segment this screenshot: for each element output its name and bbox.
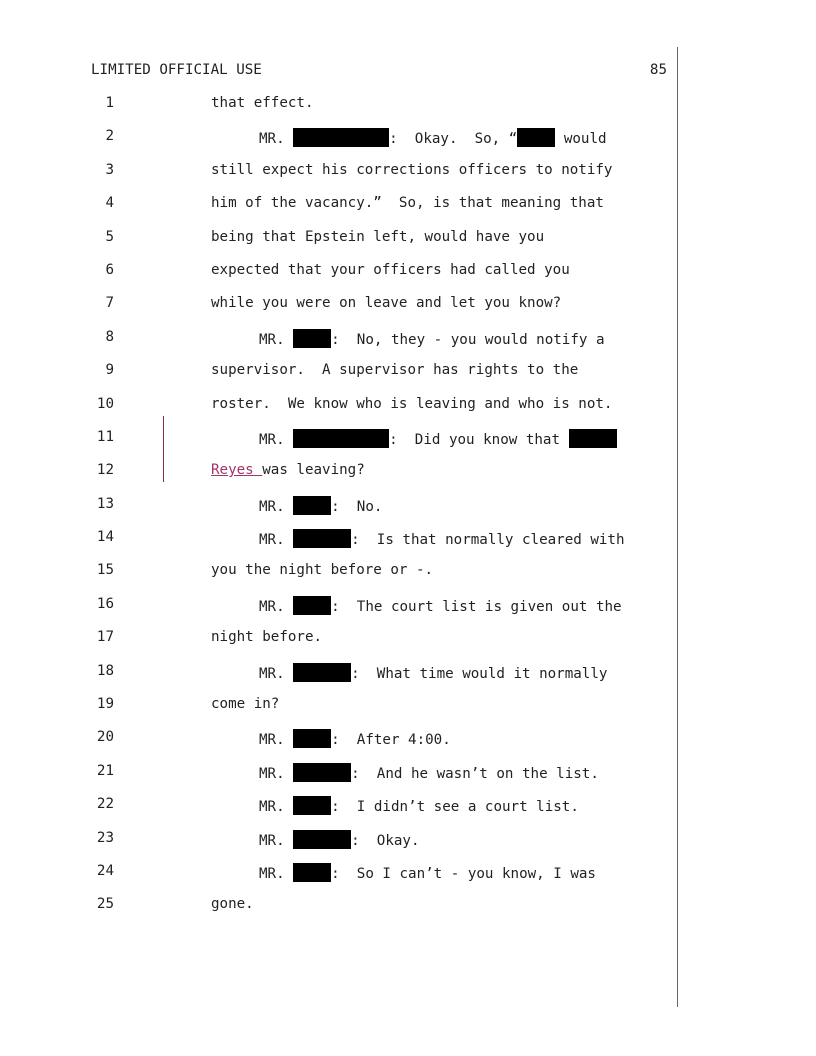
line-text: while you were on leave and let you know? <box>211 295 562 312</box>
line-number: 9 <box>105 362 114 379</box>
line-number: 22 <box>96 796 114 813</box>
line-text: expected that your officers had called you <box>211 261 570 278</box>
speaker-prefix: MR. <box>259 131 294 148</box>
line-number: 5 <box>105 228 114 245</box>
transcript-line <box>0 295 680 328</box>
speech-text: was leaving? <box>262 462 365 479</box>
line-text: supervisor. A supervisor has rights to the <box>211 362 579 379</box>
line-number: 18 <box>96 662 114 679</box>
line-number: 16 <box>96 595 114 612</box>
speaker-prefix: MR. <box>259 832 294 849</box>
line-text: being that Epstein left, would have you <box>211 228 545 245</box>
speaker-prefix: MR. <box>259 765 294 782</box>
speaker-prefix: MR. <box>259 331 294 348</box>
speaker-line <box>259 596 622 616</box>
redaction-block <box>293 429 389 448</box>
transcript-line <box>0 329 680 362</box>
speaker-line <box>259 796 579 816</box>
transcript-line <box>0 863 680 896</box>
speech-text: would <box>555 131 607 148</box>
redaction-block <box>293 763 351 782</box>
transcript-line <box>0 128 680 161</box>
transcript-line <box>0 462 680 495</box>
line-number: 2 <box>105 128 114 145</box>
speaker-line <box>259 128 607 148</box>
redaction-block <box>293 329 331 348</box>
line-number: 7 <box>105 295 114 312</box>
speech-text: : Okay. So, “ <box>389 131 518 148</box>
line-number: 11 <box>96 428 114 445</box>
line-number: 21 <box>96 762 114 779</box>
redaction-block <box>293 128 389 147</box>
transcript-line <box>0 596 680 629</box>
line-text: him of the vacancy.” So, is that meaning that <box>211 195 604 212</box>
transcript-line <box>0 362 680 395</box>
speaker-prefix: MR. <box>259 665 294 682</box>
transcript-line <box>0 562 680 595</box>
speaker-line <box>259 329 605 349</box>
line-text: night before. <box>211 629 323 646</box>
redaction-block <box>293 830 351 849</box>
classification-header: LIMITED OFFICIAL USE <box>91 62 262 78</box>
speaker-prefix: MR. <box>259 799 294 816</box>
speech-text: : After 4:00. <box>331 732 451 749</box>
speech-text: : Okay. <box>351 832 420 849</box>
line-text: you the night before or -. <box>211 562 434 579</box>
transcript-line <box>0 429 680 462</box>
redaction-block <box>517 128 555 147</box>
redaction-block <box>293 863 331 882</box>
line-number: 6 <box>105 261 114 278</box>
transcript-line <box>0 830 680 863</box>
transcript-line <box>0 763 680 796</box>
line-number: 14 <box>96 529 114 546</box>
line-number: 20 <box>96 729 114 746</box>
speech-text: : Did you know that <box>389 431 569 448</box>
line-text: that effect. <box>211 95 314 111</box>
transcript-line <box>0 663 680 696</box>
redaction-block <box>569 429 617 448</box>
redaction-block <box>293 796 331 815</box>
transcript-line <box>0 229 680 262</box>
speaker-prefix: MR. <box>259 532 294 549</box>
line-number: 23 <box>96 829 114 846</box>
speech-text: : The court list is given out the <box>331 598 622 615</box>
speaker-prefix: MR. <box>259 732 294 749</box>
redaction-block <box>293 729 331 748</box>
speech-text: : Is that normally cleared with <box>351 532 625 549</box>
line-number: 17 <box>96 629 114 646</box>
line-text: come in? <box>211 696 280 713</box>
line-number: 13 <box>96 495 114 512</box>
transcript-line <box>0 729 680 762</box>
speaker-line <box>259 729 451 749</box>
speaker-line <box>259 429 617 449</box>
speech-text: : So I can’t - you know, I was <box>331 865 596 882</box>
speech-text: : I didn’t see a court list. <box>331 799 579 816</box>
speaker-prefix: MR. <box>259 431 294 448</box>
speaker-line <box>259 863 596 883</box>
line-number: 3 <box>105 161 114 178</box>
line-text: gone. <box>211 896 254 913</box>
speech-text: : No. <box>331 498 383 515</box>
transcript-line <box>0 629 680 662</box>
line-number: 12 <box>96 462 114 479</box>
redaction-block <box>293 496 331 515</box>
line-number: 15 <box>96 562 114 579</box>
line-number: 24 <box>96 862 114 879</box>
speaker-line <box>259 529 625 549</box>
line-number: 25 <box>96 896 114 913</box>
transcript-line <box>0 696 680 729</box>
speaker-line <box>259 830 420 850</box>
transcript-line <box>0 529 680 562</box>
speaker-line <box>259 496 382 516</box>
line-number: 4 <box>105 195 114 212</box>
transcript-line <box>0 95 680 128</box>
speaker-prefix: MR. <box>259 598 294 615</box>
line-number: 1 <box>105 95 114 111</box>
transcript-line <box>0 162 680 195</box>
redaction-block <box>293 529 351 548</box>
redaction-block <box>293 596 331 615</box>
speaker-prefix: MR. <box>259 865 294 882</box>
transcript-line <box>0 262 680 295</box>
speaker-prefix: MR. <box>259 498 294 515</box>
line-number: 8 <box>105 328 114 345</box>
line-text <box>211 462 365 479</box>
speaker-line <box>259 663 607 683</box>
transcript-line <box>0 496 680 529</box>
transcript-line <box>0 396 680 429</box>
speaker-line <box>259 763 599 783</box>
inserted-revision-text: Reyes <box>211 462 263 479</box>
page-number: 85 <box>649 62 667 78</box>
line-number: 10 <box>96 395 114 412</box>
line-text: still expect his corrections officers to notify <box>211 161 613 178</box>
line-text: roster. We know who is leaving and who is not. <box>211 395 613 412</box>
speech-text: : And he wasn’t on the list. <box>351 765 599 782</box>
transcript-line <box>0 796 680 829</box>
transcript-lines <box>0 95 680 930</box>
transcript-line <box>0 896 680 929</box>
redaction-block <box>293 663 351 682</box>
line-number: 19 <box>96 696 114 713</box>
speech-text: : No, they - you would notify a <box>331 331 605 348</box>
transcript-line <box>0 195 680 228</box>
speech-text: : What time would it normally <box>351 665 608 682</box>
